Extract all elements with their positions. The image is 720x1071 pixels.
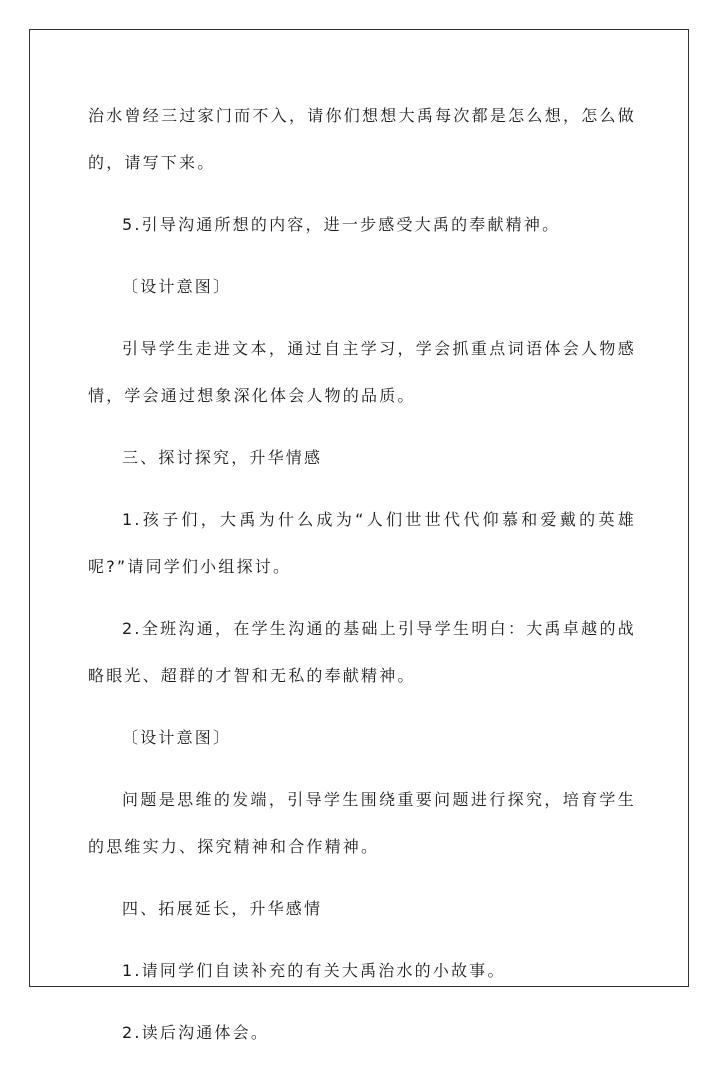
paragraph-continuation: 治水曾经三过家门而不入，请你们想想大禹每次都是怎么想，怎么做的，请写下来。 <box>88 106 636 172</box>
paragraph-step-2: 2.读后沟通体会。 <box>122 1023 270 1042</box>
section-heading-4: 四、拓展延长，升华感情 <box>122 899 323 918</box>
section-heading-3: 三、探讨探究，升华情感 <box>122 448 323 467</box>
design-intent-heading: 〔设计意图〕 <box>122 277 232 296</box>
paragraph-step-1: 1.孩子们，大禹为什么成为“人们世世代代仰慕和爱戴的英雄呢?”请同学们小组探讨。 <box>88 510 636 576</box>
document-body <box>88 92 636 1071</box>
design-intent-text: 引导学生走进文本，通过自主学习，学会抓重点词语体会人物感情，学会通过想象深化体会人物的品质。 <box>88 339 636 405</box>
design-intent-heading: 〔设计意图〕 <box>122 728 232 747</box>
paragraph-step-1: 1.请同学们自读补充的有关大禹治水的小故事。 <box>122 961 506 980</box>
design-intent-text: 问题是思维的发端，引导学生围绕重要问题进行探究，培育学生的思维实力、探究精神和合作精神。 <box>88 790 636 856</box>
paragraph-step-2: 2.全班沟通，在学生沟通的基础上引导学生明白：大禹卓越的战略眼光、超群的才智和无私的奉献精神。 <box>88 619 636 685</box>
paragraph-step-5: 5.引导沟通所想的内容，进一步感受大禹的奉献精神。 <box>122 215 561 234</box>
